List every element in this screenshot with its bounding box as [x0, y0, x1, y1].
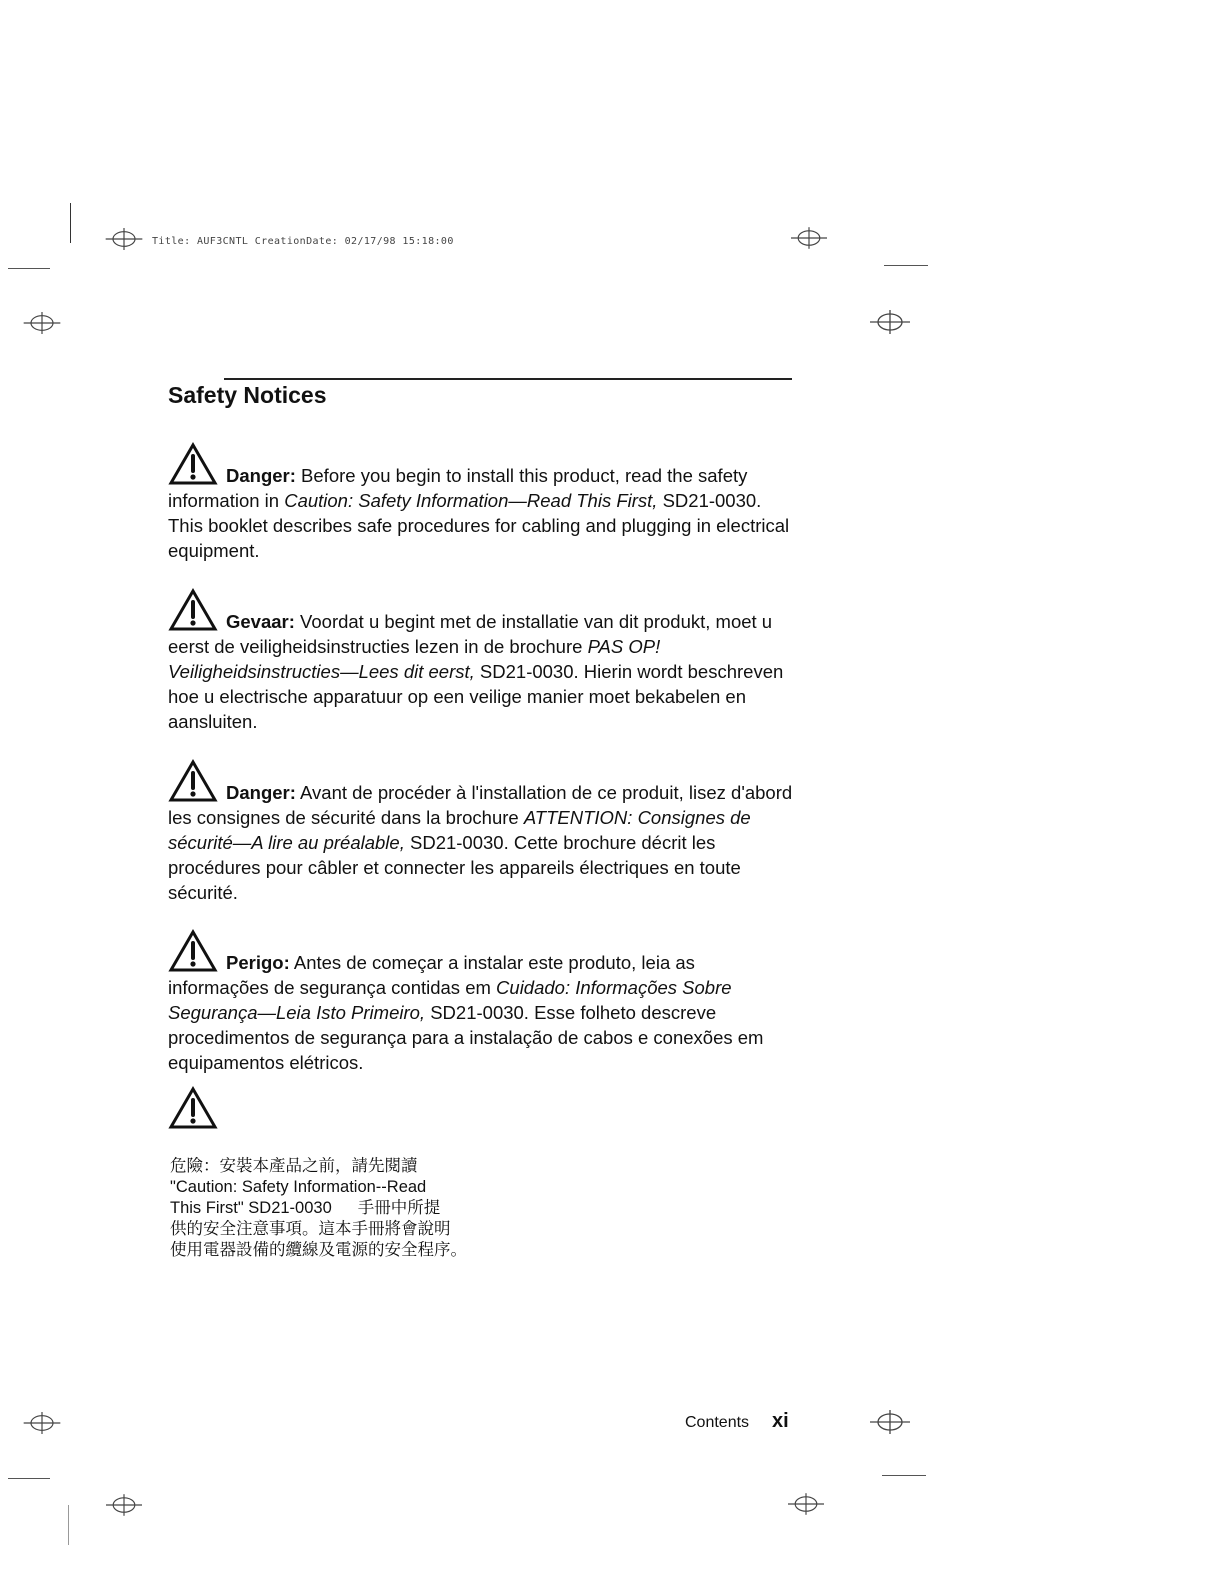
notice-title: ATTENTION: Consignes de sécurité—A lire au préalable,	[168, 807, 751, 853]
warning-icon	[168, 759, 218, 803]
safety-notice-dutch	[168, 588, 798, 734]
print-header: Title: AUF3CNTL CreationDate: 02/17/98 15:18:00	[152, 236, 454, 247]
crop-mark-right-bottom	[882, 1475, 926, 1476]
registration-mark-icon	[105, 228, 143, 250]
notice-title: Cuidado: Informações Sobre Segurança—Leia Isto Primeiro,	[168, 977, 732, 1023]
notice-text: Voordat u begint met de installatie van dit produkt, moet u eerst de veiligheidsinstructies lezen in de brochure	[168, 611, 773, 657]
crop-mark-left-top	[8, 268, 50, 269]
chinese-line	[170, 1198, 500, 1219]
safety-notice-english	[168, 442, 798, 563]
chinese-line: 危險：安裝本產品之前，請先閱讀	[170, 1157, 418, 1175]
warning-icon	[168, 929, 218, 973]
crop-mark-bottom-left-vertical	[68, 1505, 69, 1545]
registration-mark-icon	[791, 226, 827, 250]
registration-mark-icon	[788, 1492, 824, 1516]
safety-notice-chinese	[170, 1156, 500, 1261]
chinese-line: "Caution: Safety Information--Read	[170, 1178, 427, 1196]
notice-label: Gevaar:	[226, 611, 295, 632]
notice-text: SD21-0030. Cette brochure décrit les procédures pour câbler et connecter les appareils électriques en toute sécurité.	[168, 832, 741, 903]
warning-icon	[168, 588, 218, 632]
page-number: xi	[772, 1410, 789, 1432]
footer-label: Contents	[685, 1414, 750, 1431]
notice-label: Perigo:	[226, 952, 290, 973]
registration-mark-icon	[870, 310, 910, 334]
notice-label: Danger:	[226, 782, 296, 803]
warning-icon	[168, 442, 218, 486]
registration-mark-icon	[22, 1412, 62, 1434]
registration-mark-icon	[106, 1494, 142, 1516]
crop-mark-top-left-vertical	[70, 203, 71, 243]
title-rule	[224, 378, 792, 380]
warning-icon	[168, 1085, 218, 1131]
chinese-line: 使用電器設備的纜線及電源的安全程序。	[170, 1241, 467, 1259]
chinese-line-part: 手冊中所提	[357, 1199, 441, 1217]
notice-text: Antes de começar a instalar este produto, leia as informações de segurança contidas em	[168, 952, 695, 998]
notice-text: Before you begin to install this product, read the safety information in	[168, 465, 748, 511]
chinese-line-part: This First" SD21-0030	[170, 1199, 332, 1217]
crop-mark-left-bottom	[8, 1478, 50, 1479]
chinese-line: 供的安全注意事項。這本手冊將會說明	[170, 1220, 451, 1238]
crop-mark-right-top	[884, 265, 928, 266]
notice-label: Danger:	[226, 465, 296, 486]
registration-mark-icon	[22, 312, 62, 334]
notice-text: SD21-0030. Esse folheto descreve procedimentos de segurança para a instalação de cabos e conexões em equipamentos elétricos.	[168, 1002, 764, 1073]
notice-text: SD21-0030. This booklet describes safe procedures for cabling and plugging in electrical equipment.	[168, 490, 790, 561]
registration-mark-icon	[870, 1410, 910, 1434]
safety-notice-french	[168, 759, 798, 905]
notice-title: Caution: Safety Information—Read This First,	[284, 490, 658, 511]
notice-title: PAS OP! Veiligheidsinstructies—Lees dit eerst,	[168, 636, 661, 682]
safety-notice-portuguese	[168, 929, 798, 1075]
notice-text: SD21-0030. Hierin wordt beschreven hoe u electrische apparatuur op een veilige manier moet bekabelen en aansluiten.	[168, 661, 784, 732]
page-title: Safety Notices	[168, 382, 327, 408]
notice-text: Avant de procéder à l'installation de ce produit, lisez d'abord les consignes de sécurité dans la brochure	[168, 782, 793, 828]
